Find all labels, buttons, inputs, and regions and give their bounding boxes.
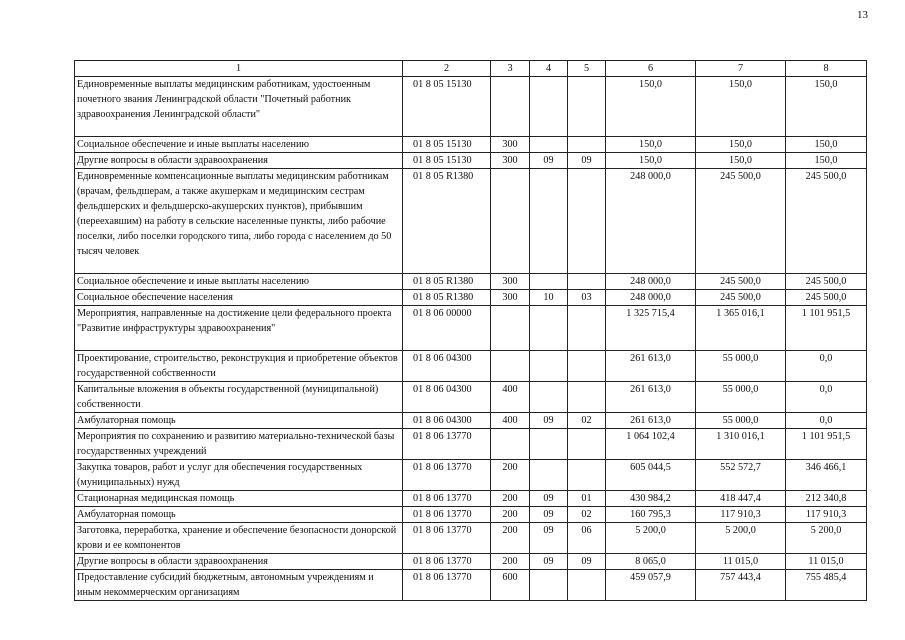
row-name: Другие вопросы в области здравоохранения: [75, 554, 403, 570]
row-subsection: [568, 460, 606, 491]
table-row: [75, 491, 867, 507]
row-code: 01 8 06 13770: [403, 460, 491, 491]
table-row: [75, 507, 867, 523]
row-amount-year-1: 261 613,0: [606, 351, 696, 382]
row-expense-type: [491, 77, 530, 137]
row-subsection: 03: [568, 290, 606, 306]
row-name: Социальное обеспечение и иные выплаты населению: [75, 137, 403, 153]
row-subsection: [568, 274, 606, 290]
table-row: [75, 274, 867, 290]
row-subsection: [568, 306, 606, 351]
row-section: 09: [530, 413, 568, 429]
row-name: Амбулаторная помощь: [75, 413, 403, 429]
row-section: [530, 382, 568, 413]
row-amount-year-2: 150,0: [696, 77, 786, 137]
row-amount-year-1: 8 065,0: [606, 554, 696, 570]
row-amount-year-2: 1 310 016,1: [696, 429, 786, 460]
row-amount-year-3: 150,0: [786, 137, 867, 153]
row-subsection: [568, 570, 606, 601]
row-section: 09: [530, 491, 568, 507]
table-row: [75, 570, 867, 601]
table-row: [75, 523, 867, 554]
row-code: 01 8 06 13770: [403, 491, 491, 507]
row-amount-year-2: 55 000,0: [696, 413, 786, 429]
row-subsection: 09: [568, 554, 606, 570]
row-amount-year-3: 245 500,0: [786, 290, 867, 306]
row-amount-year-1: 430 984,2: [606, 491, 696, 507]
row-expense-type: [491, 306, 530, 351]
row-amount-year-3: 0,0: [786, 351, 867, 382]
row-section: [530, 274, 568, 290]
row-code: 01 8 06 04300: [403, 351, 491, 382]
table-row: [75, 413, 867, 429]
column-number-row: [75, 61, 867, 77]
row-amount-year-3: 5 200,0: [786, 523, 867, 554]
row-name: Заготовка, переработка, хранение и обеспечение безопасности донорской крови и ее компонентов: [75, 523, 403, 554]
row-expense-type: 300: [491, 274, 530, 290]
row-expense-type: 300: [491, 137, 530, 153]
row-code: 01 8 05 R1380: [403, 290, 491, 306]
row-section: [530, 351, 568, 382]
row-amount-year-1: 261 613,0: [606, 413, 696, 429]
column-number: 6: [606, 61, 696, 77]
column-number: 7: [696, 61, 786, 77]
row-amount-year-3: 245 500,0: [786, 169, 867, 274]
row-subsection: [568, 77, 606, 137]
row-subsection: 02: [568, 413, 606, 429]
table-row: [75, 153, 867, 169]
row-name: Другие вопросы в области здравоохранения: [75, 153, 403, 169]
row-expense-type: [491, 351, 530, 382]
row-subsection: [568, 169, 606, 274]
row-code: 01 8 05 15130: [403, 77, 491, 137]
page-number: 13: [857, 9, 868, 21]
table-row: [75, 554, 867, 570]
row-expense-type: 200: [491, 523, 530, 554]
row-amount-year-3: 117 910,3: [786, 507, 867, 523]
row-subsection: [568, 351, 606, 382]
row-name: Мероприятия, направленные на достижение цели федерального проекта "Развитие инфраструктуры здравоохранения": [75, 306, 403, 351]
row-section: [530, 570, 568, 601]
row-amount-year-3: 245 500,0: [786, 274, 867, 290]
row-code: 01 8 06 13770: [403, 554, 491, 570]
row-amount-year-3: 1 101 951,5: [786, 429, 867, 460]
row-amount-year-1: 248 000,0: [606, 169, 696, 274]
row-expense-type: 200: [491, 554, 530, 570]
row-amount-year-1: 261 613,0: [606, 382, 696, 413]
row-amount-year-2: 245 500,0: [696, 169, 786, 274]
column-number: 8: [786, 61, 867, 77]
row-amount-year-3: 755 485,4: [786, 570, 867, 601]
row-section: [530, 306, 568, 351]
table-row: [75, 382, 867, 413]
row-name: Закупка товаров, работ и услуг для обеспечения государственных (муниципальных) нужд: [75, 460, 403, 491]
row-amount-year-2: 117 910,3: [696, 507, 786, 523]
row-amount-year-1: 150,0: [606, 77, 696, 137]
row-subsection: 06: [568, 523, 606, 554]
row-amount-year-3: 150,0: [786, 153, 867, 169]
row-expense-type: [491, 169, 530, 274]
row-amount-year-2: 55 000,0: [696, 351, 786, 382]
row-section: 09: [530, 554, 568, 570]
row-amount-year-3: 346 466,1: [786, 460, 867, 491]
row-expense-type: 300: [491, 153, 530, 169]
row-amount-year-3: 1 101 951,5: [786, 306, 867, 351]
row-expense-type: 400: [491, 413, 530, 429]
table-row: [75, 169, 867, 274]
row-subsection: 02: [568, 507, 606, 523]
row-section: 09: [530, 507, 568, 523]
table-row: [75, 77, 867, 137]
row-amount-year-2: 552 572,7: [696, 460, 786, 491]
row-amount-year-1: 605 044,5: [606, 460, 696, 491]
row-amount-year-1: 160 795,3: [606, 507, 696, 523]
budget-table: [74, 60, 867, 601]
row-code: 01 8 05 R1380: [403, 274, 491, 290]
row-amount-year-2: 5 200,0: [696, 523, 786, 554]
row-code: 01 8 06 13770: [403, 523, 491, 554]
row-section: [530, 460, 568, 491]
row-section: [530, 169, 568, 274]
row-expense-type: 600: [491, 570, 530, 601]
column-number: 1: [75, 61, 403, 77]
row-code: 01 8 06 04300: [403, 382, 491, 413]
row-amount-year-2: 757 443,4: [696, 570, 786, 601]
row-name: Амбулаторная помощь: [75, 507, 403, 523]
row-code: 01 8 06 04300: [403, 413, 491, 429]
row-section: 09: [530, 523, 568, 554]
row-name: Единовременные выплаты медицинским работникам, удостоенным почетного звания Ленинградской области "Почетный работник здравоохранения Ленинградской области": [75, 77, 403, 137]
row-subsection: 09: [568, 153, 606, 169]
row-code: 01 8 05 15130: [403, 137, 491, 153]
row-amount-year-1: 1 325 715,4: [606, 306, 696, 351]
row-section: [530, 137, 568, 153]
row-amount-year-1: 248 000,0: [606, 290, 696, 306]
table-row: [75, 306, 867, 351]
row-amount-year-2: 245 500,0: [696, 274, 786, 290]
row-code: 01 8 06 13770: [403, 570, 491, 601]
row-section: [530, 429, 568, 460]
row-amount-year-1: 5 200,0: [606, 523, 696, 554]
row-amount-year-2: 150,0: [696, 137, 786, 153]
row-code: 01 8 06 13770: [403, 429, 491, 460]
row-amount-year-2: 245 500,0: [696, 290, 786, 306]
row-amount-year-3: 0,0: [786, 413, 867, 429]
row-name: Стационарная медицинская помощь: [75, 491, 403, 507]
row-amount-year-2: 11 015,0: [696, 554, 786, 570]
row-expense-type: 300: [491, 290, 530, 306]
row-amount-year-2: 55 000,0: [696, 382, 786, 413]
row-amount-year-1: 150,0: [606, 137, 696, 153]
column-number: 4: [530, 61, 568, 77]
column-number: 3: [491, 61, 530, 77]
row-amount-year-2: 150,0: [696, 153, 786, 169]
row-amount-year-3: 0,0: [786, 382, 867, 413]
table-row: [75, 290, 867, 306]
row-code: 01 8 05 15130: [403, 153, 491, 169]
table-row: [75, 137, 867, 153]
row-amount-year-1: 150,0: [606, 153, 696, 169]
row-name: Единовременные компенсационные выплаты медицинским работникам (врачам, фельдшерам, а также акушеркам и медицинским сестрам фельдшерских и фельдшерско-акушерских пунктов), прибывшим (переехавшим) на работу в сельские населенные пункты, либо рабочие поселки, либо поселки городского типа, либо города с населением до 50 тысяч человек: [75, 169, 403, 274]
row-expense-type: 400: [491, 382, 530, 413]
row-name: Мероприятия по сохранению и развитию материально-технической базы государственных учреждений: [75, 429, 403, 460]
row-name: Социальное обеспечение населения: [75, 290, 403, 306]
row-amount-year-1: 248 000,0: [606, 274, 696, 290]
row-code: 01 8 06 13770: [403, 507, 491, 523]
row-name: Капитальные вложения в объекты государственной (муниципальной) собственности: [75, 382, 403, 413]
row-section: [530, 77, 568, 137]
row-amount-year-1: 1 064 102,4: [606, 429, 696, 460]
row-name: Социальное обеспечение и иные выплаты населению: [75, 274, 403, 290]
row-name: Проектирование, строительство, реконструкция и приобретение объектов государственной собственности: [75, 351, 403, 382]
row-amount-year-2: 1 365 016,1: [696, 306, 786, 351]
row-expense-type: 200: [491, 491, 530, 507]
row-subsection: [568, 137, 606, 153]
row-subsection: [568, 429, 606, 460]
row-expense-type: 200: [491, 460, 530, 491]
column-number: 5: [568, 61, 606, 77]
table-row: [75, 351, 867, 382]
row-section: 10: [530, 290, 568, 306]
row-section: 09: [530, 153, 568, 169]
row-expense-type: [491, 429, 530, 460]
row-expense-type: 200: [491, 507, 530, 523]
column-number: 2: [403, 61, 491, 77]
row-amount-year-1: 459 057,9: [606, 570, 696, 601]
row-name: Предоставление субсидий бюджетным, автономным учреждениям и иным некоммерческим организациям: [75, 570, 403, 601]
table-row: [75, 429, 867, 460]
table-row: [75, 460, 867, 491]
row-subsection: [568, 382, 606, 413]
row-code: 01 8 06 00000: [403, 306, 491, 351]
row-subsection: 01: [568, 491, 606, 507]
row-amount-year-3: 150,0: [786, 77, 867, 137]
row-amount-year-2: 418 447,4: [696, 491, 786, 507]
row-amount-year-3: 11 015,0: [786, 554, 867, 570]
row-code: 01 8 05 R1380: [403, 169, 491, 274]
table-body: [75, 61, 867, 601]
row-amount-year-3: 212 340,8: [786, 491, 867, 507]
